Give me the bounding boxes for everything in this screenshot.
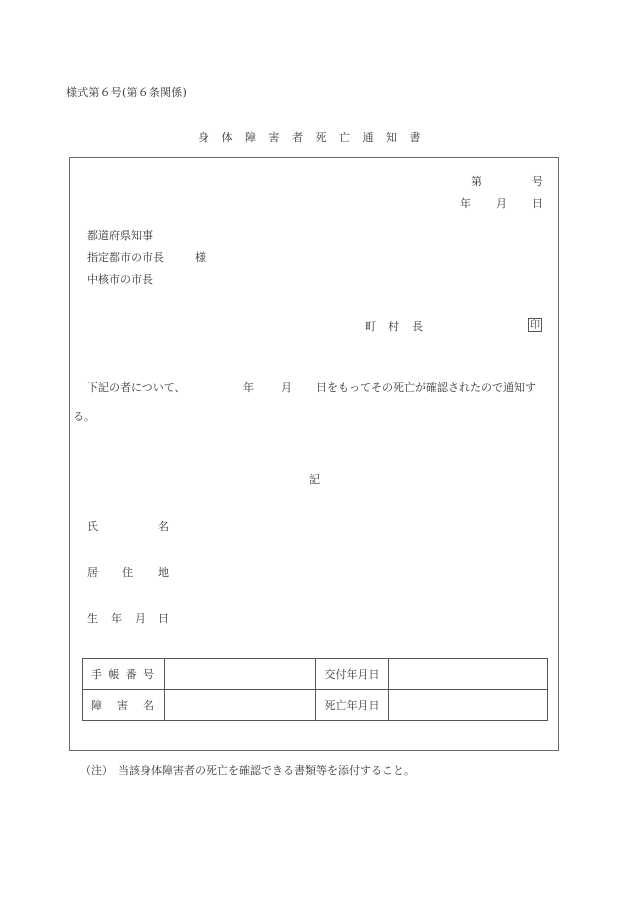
field-birthdate-char: 生 — [87, 612, 98, 625]
table-row — [83, 659, 548, 690]
field-name-char: 氏 — [87, 520, 98, 533]
field-birthdate-char: 年 — [111, 612, 122, 625]
death-date-value[interactable] — [389, 690, 548, 721]
document-title — [198, 131, 433, 145]
title-char: 亡 — [339, 131, 350, 144]
addressee-core-city-mayor: 中核市の市長 — [87, 273, 153, 286]
disability-name-label: 障 害 名 — [83, 690, 165, 721]
title-char: 身 — [198, 131, 209, 144]
sender-char: 村 — [388, 320, 399, 333]
issue-date-label: 交付年月日 — [315, 659, 389, 690]
body-text-start: 下記の者について、 — [87, 381, 186, 394]
date-year-label: 年 — [460, 197, 471, 210]
handbook-number-value[interactable] — [164, 659, 315, 690]
body-text-continued: る。 — [73, 410, 95, 423]
info-table — [82, 658, 548, 721]
death-date-label: 死亡年月日 — [315, 690, 389, 721]
note-text: 当該身体障害者の死亡を確認できる書類等を添付すること。 — [118, 764, 415, 777]
field-residence-char: 地 — [158, 566, 169, 579]
title-char: 障 — [245, 131, 256, 144]
number-suffix: 号 — [532, 175, 543, 188]
addressee-prefectural-governor: 都道府県知事 — [87, 229, 153, 242]
title-char: 通 — [362, 131, 374, 144]
title-char: 者 — [292, 131, 303, 144]
field-residence-char: 居 — [87, 566, 98, 579]
honorific-sama: 様 — [195, 251, 206, 264]
date-day-label: 日 — [532, 197, 543, 210]
issue-date-value[interactable] — [389, 659, 548, 690]
title-char: 害 — [268, 131, 280, 144]
body-year-label: 年 — [243, 381, 254, 394]
field-birthdate-char: 月 — [135, 612, 146, 625]
title-char: 体 — [221, 131, 233, 144]
field-residence-char: 住 — [122, 566, 133, 579]
form-number-label: 様式第６号(第６条関係) — [66, 86, 187, 99]
title-char: 知 — [386, 131, 397, 144]
handbook-number-label: 手 帳 番 号 — [83, 659, 165, 690]
ki-heading: 記 — [309, 473, 320, 486]
sender-char: 長 — [412, 320, 423, 333]
body-text-end: 日をもってその死亡が確認されたので通知す — [316, 381, 536, 394]
title-char: 死 — [315, 131, 327, 144]
field-birthdate-char: 日 — [158, 612, 169, 625]
date-month-label: 月 — [496, 197, 507, 210]
seal-icon: 印 — [530, 320, 540, 331]
sender-char: 町 — [365, 320, 376, 333]
addressee-designated-city-mayor: 指定都市の市長 — [87, 251, 164, 264]
field-name-char: 名 — [158, 520, 169, 533]
number-prefix: 第 — [471, 175, 482, 188]
body-month-label: 月 — [281, 381, 292, 394]
disability-name-value[interactable] — [164, 690, 315, 721]
table-row — [83, 690, 548, 721]
note-prefix: （注） — [80, 764, 113, 777]
title-char: 書 — [409, 131, 421, 144]
